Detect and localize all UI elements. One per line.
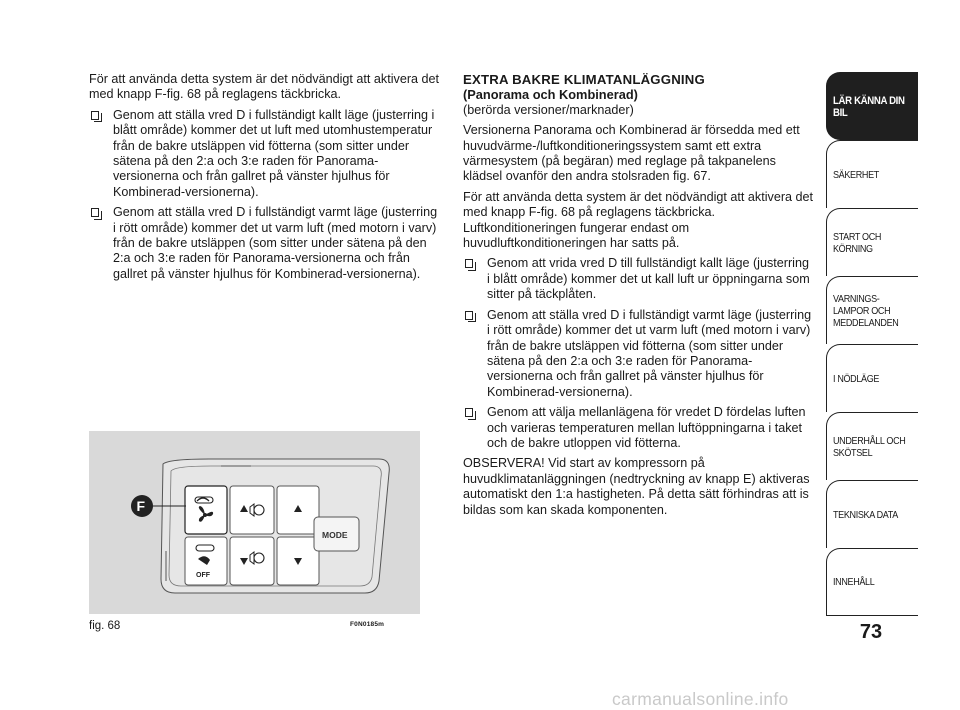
checkbox-bullet-icon [91, 111, 99, 120]
left-column [89, 72, 441, 287]
mode-label: MODE [322, 530, 348, 540]
note-paragraph: OBSERVERA! Vid start av kompressorn på huvudklimatanläggningen (nedtryckning av knapp E) aktiveras automatiskt den 1:a hastigheten. På detta sätt förhindras att is bildas som kan skada komponenten. [463, 456, 810, 517]
tab-underhall[interactable] [826, 412, 918, 480]
tab-tekniska-data[interactable] [826, 480, 918, 548]
tab-innehall[interactable] [826, 548, 918, 616]
paragraph: Versionerna Panorama och Kombinerad är försedda med ett huvudvärme-/luftkonditioneringssystem samt ett extra värmesystem (på begäran) med reglage på takpanelens klädsel ovanför den andra stolsraden fig. 67. [463, 123, 800, 184]
tab-lar-kanna-din-bil[interactable] [826, 72, 918, 140]
ac-off-button[interactable] [185, 537, 227, 585]
list-item-text: Genom att vrida vred D till fullständigt kallt läge (justerring i blått område) kommer det ut kall luft ur öppningarna som sitter på täckplåten. [487, 256, 810, 302]
tab-label: UNDERHÅLL OCH SKÖTSEL [833, 434, 906, 459]
figure-caption: fig. 68 [89, 620, 121, 632]
page-number: 73 [859, 621, 883, 643]
list-item-text: Genom att ställa vred D i fullständigt varmt läge (justerring i rött område) kommer det ut varm luft (med motorn i varv) från de bakre utsläppen (som sitter under sätena på den 2:a och 3:e raden för Panorama-versionerna och från gallret på vänster hjulhus för Kombinerad-versionerna). [113, 205, 438, 281]
list-item [89, 108, 441, 200]
list-item [89, 205, 441, 282]
temp-up-button[interactable] [230, 486, 274, 534]
checkbox-bullet-icon [91, 208, 99, 217]
list-item [463, 308, 815, 400]
chapter-tabs [826, 72, 918, 616]
checkbox-bullet-icon [465, 311, 473, 320]
tab-sakerhet[interactable] [826, 140, 918, 208]
list-item-text: Genom att ställa vred D i fullständigt varmt läge (justerring i rött område) kommer det ut varm luft (med motorn i varv) från de bakre utsläppen vid fötterna (som sitter under sätena på den 2:a och 3:e raden för Panorama-versionerna och från gallret på vänster hjulhus för Kombinerad-versionerna). [487, 307, 812, 399]
right-column [463, 72, 815, 523]
list-item [463, 256, 815, 302]
tab-label: LÄR KÄNNA DIN BIL [833, 94, 905, 119]
section-heading: EXTRA BAKRE KLIMATANLÄGGNING [463, 72, 705, 87]
section-subheading: (Panorama och Kombinerad) [463, 87, 638, 103]
tab-start-och-korning[interactable] [826, 208, 918, 276]
tab-label: I NÖDLÄGE [833, 372, 880, 385]
airflow-up-button[interactable] [277, 486, 319, 534]
affected-versions: (berörda versioner/marknader) [463, 102, 634, 117]
intro-paragraph: För att använda detta system är det nödvändigt att aktivera det med knapp F-fig. 68 på reglagens täckbricka. [89, 72, 440, 102]
figure-code: F0N0185m [350, 621, 385, 628]
callout-label: F [136, 498, 146, 514]
watermark: carmanualsonline.info [612, 689, 789, 709]
tab-label: INNEHÅLL [833, 576, 875, 588]
list-item [463, 405, 815, 451]
tab-label: VARNINGS- LAMPOR OCH MEDDELANDEN [833, 292, 899, 329]
temp-down-button[interactable] [230, 537, 274, 585]
list-item-text: Genom att ställa vred D i fullständigt kallt läge (justerring i blått område) kommer det ut luft med utomhustemperatur från de bakre utsläppen vid fötterna (som sitter under sätena på den 2:a och 3:e raden för Panorama-versionerna och från gallret på vänster hjulhus för Kombinerad-versionerna). [113, 107, 435, 199]
tab-varningslampor[interactable] [826, 276, 918, 344]
list-item-text: Genom att välja mellanlägena för vredet D fördelas luften och varieras temperaturen mellan luftöppningarna i taket och de bakre utloppen vid fötterna. [487, 405, 806, 450]
paragraph: För att använda detta system är det nödvändigt att aktivera det med knapp F-fig. 68 på reglagens täckbricka. Luftkonditioneringen fungerar endast om huvudluftkonditioneringen har satts på. [463, 189, 814, 251]
fan-button[interactable] [185, 486, 227, 534]
tab-label: SÄKERHET [833, 168, 879, 181]
tab-label: START OCH KÖRNING [833, 230, 882, 255]
tab-label: TEKNISKA DATA [833, 508, 898, 521]
tab-i-nodlage[interactable] [826, 344, 918, 412]
off-label: OFF [196, 572, 210, 579]
checkbox-bullet-icon [465, 408, 473, 417]
checkbox-bullet-icon [465, 259, 473, 268]
airflow-down-button[interactable] [277, 537, 319, 585]
mode-button[interactable] [314, 517, 359, 551]
figure-control-panel [89, 431, 420, 614]
control-panel-illustration [89, 431, 420, 614]
